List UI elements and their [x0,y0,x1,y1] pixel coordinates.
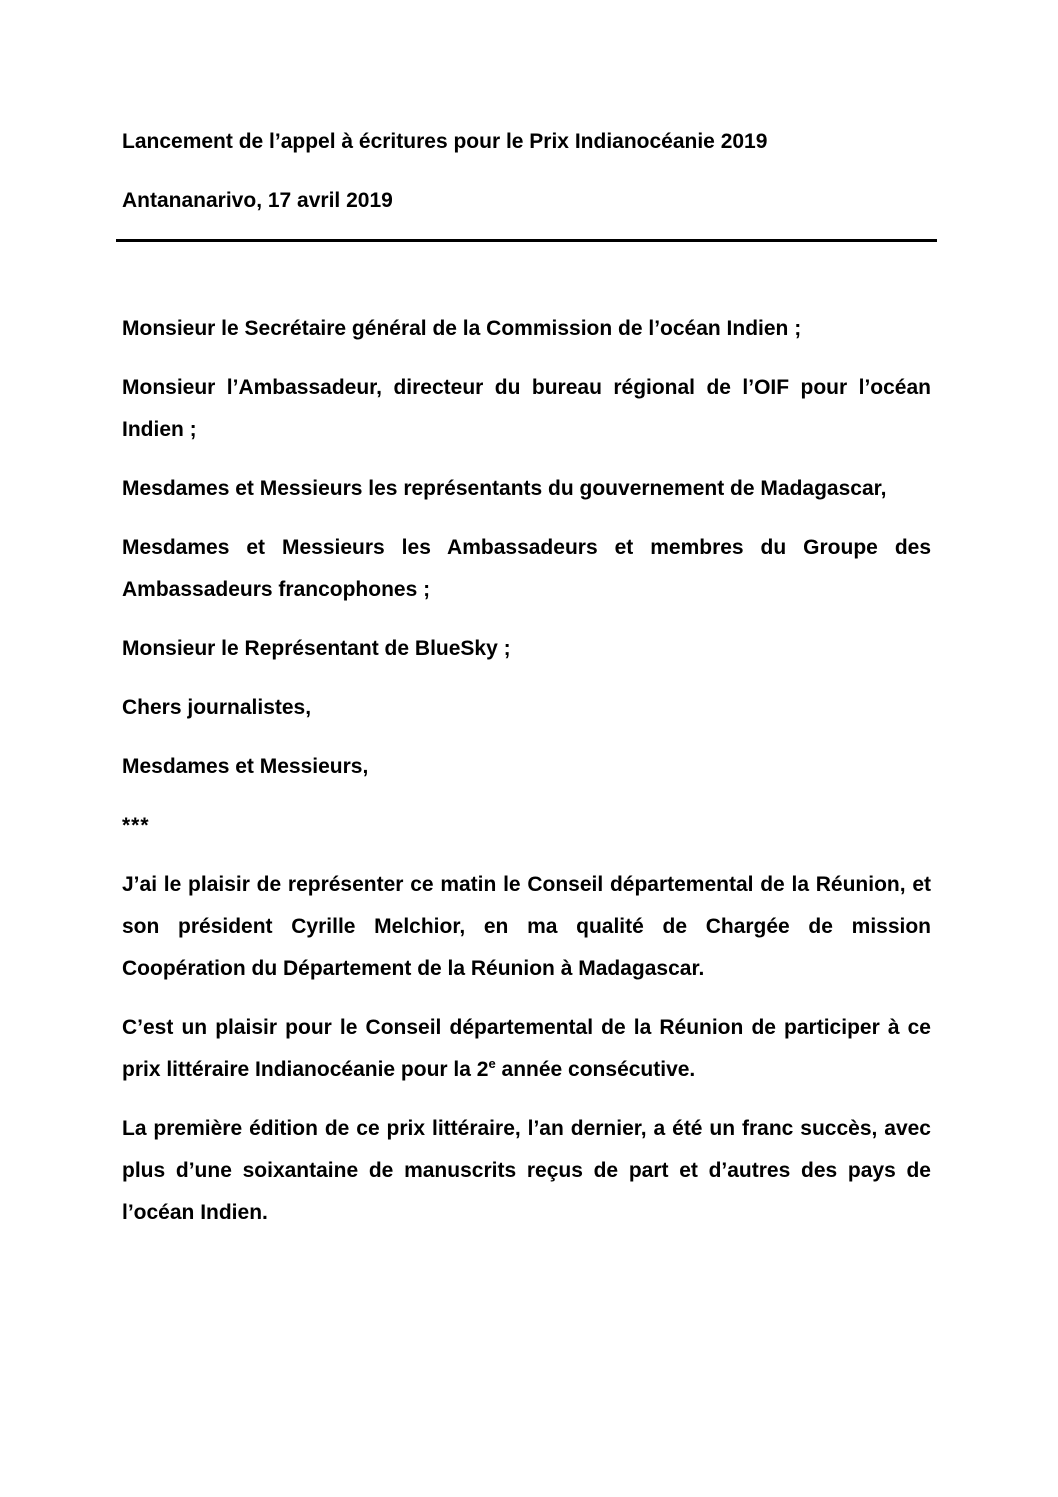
salutation: Chers journalistes, [122,696,312,719]
paragraph-text: année consécutive. [495,1058,696,1081]
document-title: Lancement de l’appel à écritures pour le Prix Indianocéanie 2019 [122,130,768,153]
salutation: Monsieur le Secrétaire général de la Commission de l’océan Indien ; [122,317,802,340]
salutation: Mesdames et Messieurs, [122,755,369,778]
body-paragraph [122,1007,931,1091]
paragraph-text: J’ai le plaisir de représenter ce matin le Conseil départemental de la Réunion, et son président Cyrille Melchior, en ma qualité de Chargée de mission Coopération du Département de la Réunion à Madagascar. [122,873,931,980]
salutation: Mesdames et Messieurs les Ambassadeurs et membres du Groupe des Ambassadeurs francophones ; [122,536,931,601]
stars-separator: *** [122,814,150,837]
document-body [122,308,931,1234]
document-dateline: Antananarivo, 17 avril 2019 [122,189,393,212]
document-header [122,121,931,242]
body-paragraph [122,1108,931,1234]
header-rule [116,239,937,242]
salutation: Mesdames et Messieurs les représentants du gouvernement de Madagascar, [122,477,887,500]
paragraph-text: C’est un plaisir pour le Conseil départemental de la Réunion de participer à ce prix littéraire Indianocéanie pour la 2 [122,1016,931,1081]
ordinal-superscript: e [488,1056,496,1071]
salutation: Monsieur le Représentant de BlueSky ; [122,637,511,660]
body-paragraph [122,864,931,990]
paragraph-text: La première édition de ce prix littéraire, l’an dernier, a été un franc succès, avec plus d’une soixantaine de manuscrits reçus de part et d’autres des pays de l’océan Indien. [122,1117,931,1224]
salutation: Monsieur l’Ambassadeur, directeur du bureau régional de l’OIF pour l’océan Indien ; [122,376,931,441]
